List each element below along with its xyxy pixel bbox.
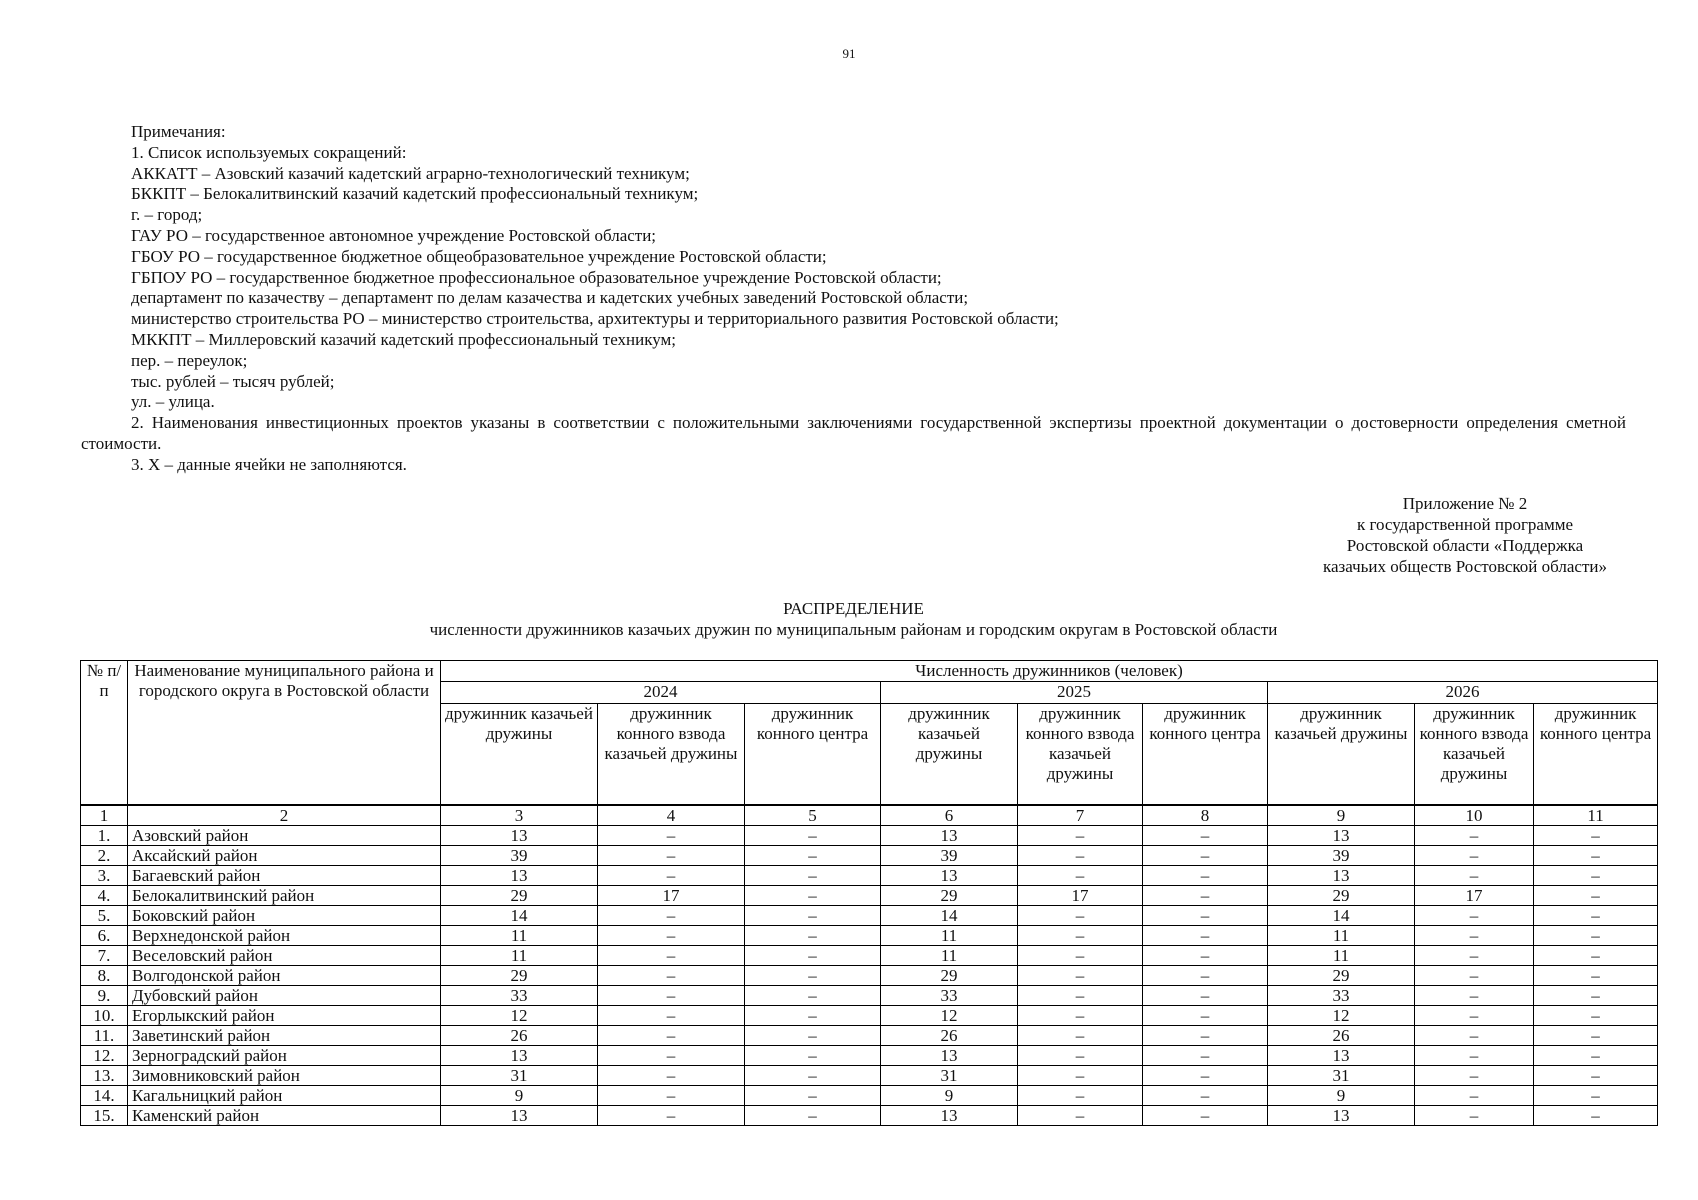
count-cell: –	[598, 1085, 745, 1105]
count-cell: –	[1534, 925, 1658, 945]
count-cell: –	[1143, 1105, 1268, 1125]
abbreviation-item: тыс. рублей – тысяч рублей;	[131, 371, 335, 391]
count-cell: –	[598, 1025, 745, 1045]
count-cell: 29	[441, 885, 598, 905]
count-cell: 12	[1268, 1005, 1415, 1025]
count-cell: 29	[1268, 965, 1415, 985]
header-group-count: Численность дружинников (человек)	[441, 661, 1658, 682]
count-cell: 12	[441, 1005, 598, 1025]
column-number: 8	[1143, 805, 1268, 826]
header-2024-druzhina: дружинник казачьей дружины	[441, 703, 598, 805]
count-cell: –	[745, 825, 881, 845]
count-cell: 31	[881, 1065, 1018, 1085]
count-cell: –	[745, 865, 881, 885]
count-cell: –	[745, 1105, 881, 1125]
count-cell: –	[745, 1005, 881, 1025]
table-row	[81, 985, 1658, 1005]
table-row	[81, 945, 1658, 965]
count-cell: –	[745, 1045, 881, 1065]
row-number: 4.	[81, 885, 128, 905]
count-cell: 14	[1268, 905, 1415, 925]
notes-section	[81, 122, 1626, 476]
count-cell: 29	[881, 885, 1018, 905]
table-row	[81, 1045, 1658, 1065]
table-row	[81, 1085, 1658, 1105]
count-cell: –	[598, 1005, 745, 1025]
header-year-2026: 2026	[1268, 682, 1658, 703]
notes-item-3: 3. Х – данные ячейки не заполняются.	[131, 454, 407, 474]
count-cell: 11	[441, 925, 598, 945]
count-cell: 33	[1268, 985, 1415, 1005]
abbreviation-item: пер. – переулок;	[131, 350, 248, 370]
title-subtitle: численности дружинников казачьих дружин по муниципальным районам и городским округам в Ростовской области	[429, 620, 1278, 639]
district-name: Дубовский район	[128, 985, 441, 1005]
count-cell: –	[1018, 1065, 1143, 1085]
count-cell: 11	[441, 945, 598, 965]
header-2024-horse-center: дружинник конного центра	[745, 703, 881, 805]
count-cell: –	[598, 825, 745, 845]
count-cell: –	[1143, 1065, 1268, 1085]
count-cell: –	[1143, 945, 1268, 965]
count-cell: –	[1143, 905, 1268, 925]
count-cell: 9	[881, 1085, 1018, 1105]
row-number: 10.	[81, 1005, 128, 1025]
row-number: 12.	[81, 1045, 128, 1065]
count-cell: –	[1018, 845, 1143, 865]
count-cell: –	[598, 845, 745, 865]
count-cell: –	[1143, 925, 1268, 945]
count-cell: –	[1143, 1045, 1268, 1065]
count-cell: –	[1018, 1005, 1143, 1025]
table-row	[81, 865, 1658, 885]
row-number: 2.	[81, 845, 128, 865]
notes-heading: Примечания:	[131, 122, 226, 141]
count-cell: –	[1143, 865, 1268, 885]
count-cell: –	[745, 845, 881, 865]
district-name: Зерноградский район	[128, 1045, 441, 1065]
row-number: 5.	[81, 905, 128, 925]
count-cell: –	[1018, 905, 1143, 925]
count-cell: –	[1415, 1105, 1534, 1125]
district-name: Азовский район	[128, 825, 441, 845]
count-cell: 13	[1268, 865, 1415, 885]
appendix-line-4: казачьих обществ Ростовской области»	[1323, 557, 1607, 576]
header-2025-horse-center: дружинник конного центра	[1143, 703, 1268, 805]
row-number: 7.	[81, 945, 128, 965]
abbreviation-item: АККАТТ – Азовский казачий кадетский аграрно-технологический техникум;	[131, 163, 690, 183]
district-name: Боковский район	[128, 905, 441, 925]
district-name: Кагальницкий район	[128, 1085, 441, 1105]
count-cell: –	[598, 945, 745, 965]
header-year-2025: 2025	[881, 682, 1268, 703]
count-cell: 9	[441, 1085, 598, 1105]
abbreviation-list	[81, 164, 1626, 414]
count-cell: 11	[1268, 945, 1415, 965]
count-cell: 9	[1268, 1085, 1415, 1105]
count-cell: –	[745, 885, 881, 905]
count-cell: 31	[441, 1065, 598, 1085]
count-cell: –	[1143, 1025, 1268, 1045]
header-2026-horse-platoon: дружинник конного взвода казачьей дружины	[1415, 703, 1534, 805]
abbreviation-item: БККПТ – Белокалитвинский казачий кадетский профессиональный техникум;	[131, 184, 699, 204]
count-cell: 13	[441, 1045, 598, 1065]
column-number: 5	[745, 805, 881, 826]
district-name: Каменский район	[128, 1105, 441, 1125]
row-number: 1.	[81, 825, 128, 845]
header-2024-horse-platoon: дружинник конного взвода казачьей дружины	[598, 703, 745, 805]
count-cell: 11	[881, 945, 1018, 965]
column-number: 9	[1268, 805, 1415, 826]
count-cell: 13	[441, 825, 598, 845]
count-cell: 13	[881, 865, 1018, 885]
table-row	[81, 965, 1658, 985]
count-cell: –	[1534, 825, 1658, 845]
count-cell: –	[745, 985, 881, 1005]
appendix-line-2: к государственной программе	[1356, 515, 1574, 534]
header-2025-horse-platoon: дружинник конного взвода казачьей дружины	[1018, 703, 1143, 805]
count-cell: –	[1018, 1105, 1143, 1125]
count-cell: 13	[1268, 1105, 1415, 1125]
district-name: Волгодонской район	[128, 965, 441, 985]
count-cell: 39	[441, 845, 598, 865]
table-row	[81, 1065, 1658, 1085]
count-cell: –	[1018, 985, 1143, 1005]
table-row	[81, 1105, 1658, 1125]
row-number: 14.	[81, 1085, 128, 1105]
count-cell: –	[1534, 1085, 1658, 1105]
appendix-caption	[1250, 493, 1680, 577]
count-cell: –	[1415, 825, 1534, 845]
count-cell: –	[1534, 965, 1658, 985]
count-cell: –	[1415, 1005, 1534, 1025]
count-cell: –	[1415, 865, 1534, 885]
count-cell: –	[598, 985, 745, 1005]
district-name: Зимовниковский район	[128, 1065, 441, 1085]
count-cell: –	[1534, 1105, 1658, 1125]
row-number: 15.	[81, 1105, 128, 1125]
count-cell: 13	[1268, 1045, 1415, 1065]
abbreviation-item: департамент по казачеству – департамент по делам казачества и кадетских учебных заведений Ростовской области;	[131, 288, 969, 308]
column-number: 10	[1415, 805, 1534, 826]
count-cell: 29	[1268, 885, 1415, 905]
count-cell: –	[1534, 905, 1658, 925]
count-cell: 17	[1018, 885, 1143, 905]
count-cell: –	[1534, 1005, 1658, 1025]
count-cell: 17	[598, 885, 745, 905]
table-row	[81, 845, 1658, 865]
abbreviation-item: МККПТ – Миллеровский казачий кадетский профессиональный техникум;	[131, 329, 676, 349]
count-cell: 26	[441, 1025, 598, 1045]
count-cell: –	[1415, 985, 1534, 1005]
header-num: № п/п	[81, 661, 128, 805]
distribution-table	[80, 660, 1658, 1126]
count-cell: –	[598, 1065, 745, 1085]
table-row	[81, 1005, 1658, 1025]
count-cell: –	[1415, 945, 1534, 965]
count-cell: –	[1415, 845, 1534, 865]
count-cell: 12	[881, 1005, 1018, 1025]
count-cell: –	[1534, 1045, 1658, 1065]
count-cell: 13	[441, 865, 598, 885]
title-main: РАСПРЕДЕЛЕНИЕ	[783, 599, 924, 618]
appendix-line-1: Приложение № 2	[1402, 494, 1528, 513]
header-year-2024: 2024	[441, 682, 881, 703]
column-number: 3	[441, 805, 598, 826]
column-number: 1	[81, 805, 128, 826]
count-cell: 17	[1415, 885, 1534, 905]
count-cell: –	[1534, 885, 1658, 905]
count-cell: 14	[881, 905, 1018, 925]
count-cell: –	[1018, 945, 1143, 965]
abbreviation-item: ГБОУ РО – государственное бюджетное общеобразовательное учреждение Ростовской области;	[131, 246, 827, 266]
count-cell: –	[598, 1045, 745, 1065]
count-cell: 13	[881, 1045, 1018, 1065]
count-cell: 33	[441, 985, 598, 1005]
column-number-row	[81, 805, 1658, 826]
count-cell: –	[1143, 825, 1268, 845]
count-cell: 14	[441, 905, 598, 925]
count-cell: 13	[881, 825, 1018, 845]
table-row	[81, 905, 1658, 925]
notes-item-1-title: 1. Список используемых сокращений:	[131, 142, 407, 162]
count-cell: 39	[1268, 845, 1415, 865]
count-cell: –	[598, 1105, 745, 1125]
column-number: 2	[128, 805, 441, 826]
district-name: Багаевский район	[128, 865, 441, 885]
row-number: 13.	[81, 1065, 128, 1085]
count-cell: –	[1415, 1045, 1534, 1065]
count-cell: –	[1534, 845, 1658, 865]
count-cell: –	[1143, 965, 1268, 985]
document-title	[81, 598, 1626, 640]
count-cell: –	[1534, 985, 1658, 1005]
count-cell: –	[1415, 1085, 1534, 1105]
count-cell: –	[745, 1065, 881, 1085]
count-cell: –	[1534, 865, 1658, 885]
row-number: 8.	[81, 965, 128, 985]
row-number: 6.	[81, 925, 128, 945]
count-cell: –	[745, 905, 881, 925]
district-name: Аксайский район	[128, 845, 441, 865]
count-cell: 33	[881, 985, 1018, 1005]
district-name: Белокалитвинский район	[128, 885, 441, 905]
count-cell: –	[1143, 985, 1268, 1005]
column-number: 4	[598, 805, 745, 826]
row-number: 9.	[81, 985, 128, 1005]
district-name: Егорлыкский район	[128, 1005, 441, 1025]
header-district-name: Наименование муниципального района и городского округа в Ростовской области	[128, 661, 441, 805]
table-row	[81, 825, 1658, 845]
count-cell: –	[1415, 905, 1534, 925]
count-cell: –	[1018, 825, 1143, 845]
district-name: Верхнедонской район	[128, 925, 441, 945]
count-cell: –	[1018, 925, 1143, 945]
district-name: Веселовский район	[128, 945, 441, 965]
count-cell: –	[1018, 865, 1143, 885]
count-cell: –	[1143, 1085, 1268, 1105]
count-cell: –	[598, 905, 745, 925]
count-cell: 39	[881, 845, 1018, 865]
table-row	[81, 925, 1658, 945]
table-row	[81, 885, 1658, 905]
count-cell: 11	[881, 925, 1018, 945]
row-number: 3.	[81, 865, 128, 885]
table-row	[81, 1025, 1658, 1045]
district-name: Заветинский район	[128, 1025, 441, 1045]
count-cell: –	[1534, 945, 1658, 965]
count-cell: –	[1415, 925, 1534, 945]
abbreviation-item: ул. – улица.	[131, 392, 215, 412]
count-cell: –	[745, 965, 881, 985]
header-2025-druzhina: дружинник казачьей дружины	[881, 703, 1018, 805]
count-cell: –	[598, 925, 745, 945]
count-cell: –	[1018, 1025, 1143, 1045]
count-cell: –	[598, 965, 745, 985]
count-cell: –	[598, 865, 745, 885]
count-cell: –	[1018, 965, 1143, 985]
count-cell: –	[1143, 1005, 1268, 1025]
abbreviation-item: г. – город;	[131, 205, 203, 225]
appendix-line-3: Ростовской области «Поддержка	[1346, 536, 1584, 555]
header-2026-horse-center: дружинник конного центра	[1534, 703, 1658, 805]
count-cell: –	[745, 1025, 881, 1045]
count-cell: 13	[881, 1105, 1018, 1125]
table-body	[81, 825, 1658, 1125]
count-cell: –	[1018, 1085, 1143, 1105]
count-cell: –	[1415, 1065, 1534, 1085]
count-cell: –	[1018, 1045, 1143, 1065]
header-2026-druzhina: дружинник казачьей дружины	[1268, 703, 1415, 805]
count-cell: 29	[441, 965, 598, 985]
count-cell: 26	[881, 1025, 1018, 1045]
count-cell: –	[745, 945, 881, 965]
abbreviation-item: министерство строительства РО – министерство строительства, архитектуры и территориального развития Ростовской области;	[131, 309, 1059, 329]
count-cell: 13	[441, 1105, 598, 1125]
count-cell: 13	[1268, 825, 1415, 845]
count-cell: 11	[1268, 925, 1415, 945]
count-cell: –	[1415, 965, 1534, 985]
count-cell: –	[1143, 885, 1268, 905]
count-cell: –	[745, 1085, 881, 1105]
count-cell: –	[745, 925, 881, 945]
count-cell: 26	[1268, 1025, 1415, 1045]
column-number: 11	[1534, 805, 1658, 826]
row-number: 11.	[81, 1025, 128, 1045]
count-cell: –	[1534, 1025, 1658, 1045]
count-cell: 31	[1268, 1065, 1415, 1085]
count-cell: 29	[881, 965, 1018, 985]
column-number: 6	[881, 805, 1018, 826]
count-cell: –	[1415, 1025, 1534, 1045]
abbreviation-item: ГАУ РО – государственное автономное учреждение Ростовской области;	[131, 225, 657, 245]
count-cell: –	[1534, 1065, 1658, 1085]
column-number: 7	[1018, 805, 1143, 826]
abbreviation-item: ГБПОУ РО – государственное бюджетное профессиональное образовательное учреждение Ростовской области;	[131, 267, 942, 287]
page-number: 91	[842, 46, 856, 61]
notes-item-2: 2. Наименования инвестиционных проектов указаны в соответствии с положительными заключениями государственной экспертизы проектной документации о достоверности определения сметной стоимости.	[81, 413, 1626, 453]
count-cell: –	[1143, 845, 1268, 865]
